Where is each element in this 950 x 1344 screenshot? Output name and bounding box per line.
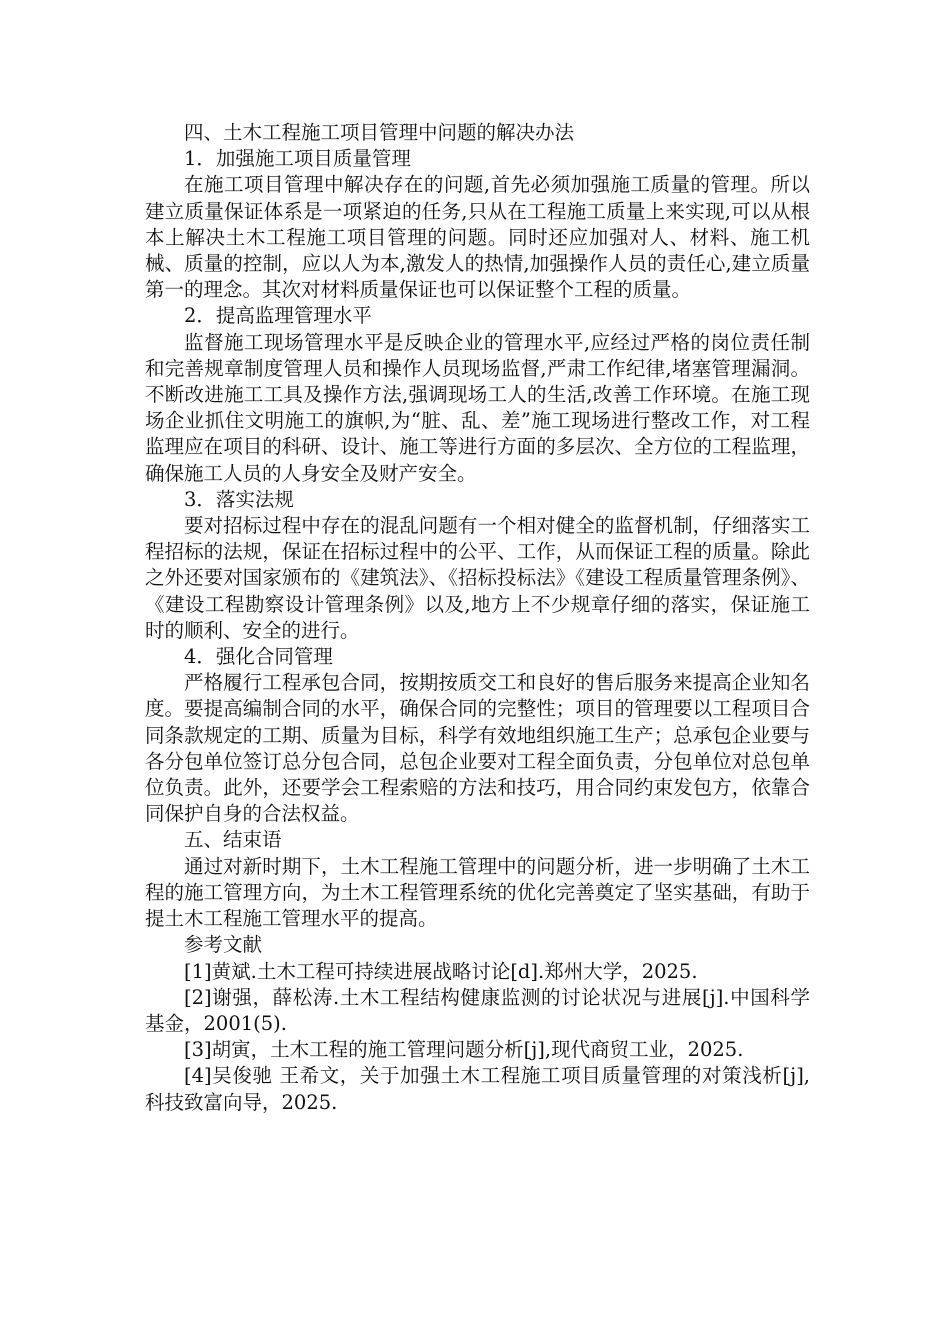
section-heading-conclusion: 五、结束语 <box>184 828 282 852</box>
paragraph-conclusion: 通过对新时期下，土木工程施工管理中的问题分析，进一步明确了土木工程的施工管理方向，为土木工程管理系统的优化完善奠定了坚实基础，有助于提土木工程施工管理水平的提高。 <box>145 854 810 931</box>
paragraph-supervision: 监督施工现场管理水平是反映企业的管理水平,应经过严格的岗位责任制和完善规章制度管理人员和操作人员现场监督,严肃工作纪律,堵塞管理漏洞。不断改进施工工具及操作方法,强调现场工人的生活,改善工作环境。在施工现场企业抓住文明施工的旗帜,为“脏、乱、差”施工现场进行整改工作，对工程监理应在项目的科研、设计、施工等进行方面的多层次、全方位的工程监理，确保施工人员的人身安全及财产安全。 <box>145 330 810 485</box>
document-body <box>145 120 810 1116</box>
subheading-contract: 4．强化合同管理 <box>184 645 333 669</box>
references-heading: 参考文献 <box>184 933 263 957</box>
paragraph-regulations: 要对招标过程中存在的混乱问题有一个相对健全的监督机制，仔细落实工程招标的法规，保证在招标过程中的公平、工作，从而保证工程的质量。除此之外还要对国家颁布的《建筑法》、《招标投标法》《建设工程质量管理条例》、《建设工程勘察设计管理条例》以及,地方上不少规章仔细的落实，保证施工时的顺利、安全的进行。 <box>145 514 810 642</box>
reference-item: [2]谢强，薛松涛.土木工程结构健康监测的讨论状况与进展[j].中国科学基金，2001(5). <box>145 985 810 1035</box>
reference-item: [3]胡寅，土木工程的施工管理问题分析[j],现代商贸工业，2025. <box>184 1038 744 1062</box>
reference-item: [1]黄斌.土木工程可持续进展战略讨论[d].郑州大学，2025. <box>184 959 698 983</box>
subheading-quality: 1．加强施工项目质量管理 <box>184 147 411 171</box>
subheading-regulations: 3．落实法规 <box>184 487 294 511</box>
section-heading-solutions: 四、土木工程施工项目管理中问题的解决办法 <box>184 121 575 144</box>
subheading-supervision: 2．提高监理管理水平 <box>184 304 372 328</box>
paragraph-contract: 严格履行工程承包合同，按期按质交工和良好的售后服务来提高企业知名度。要提高编制合同的水平，确保合同的完整性；项目的管理要以工程项目合同条款规定的工期、质量为目标，科学有效地组织施工生产；总承包企业要与各分包单位签订总分包合同，总包企业要对工程全面负责，分包单位对总包单位负责。此外，还要学会工程索赔的方法和技巧，用合同约束发包方，依靠合同保护自身的合法权益。 <box>145 671 810 826</box>
reference-item: [4]吴俊驰 王希文，关于加强土木工程施工项目质量管理的对策浅析[j],科技致富向导，2025. <box>145 1064 810 1114</box>
paragraph-quality: 在施工项目管理中解决存在的问题,首先必须加强施工质量的管理。所以建立质量保证体系是一项紧迫的任务,只从在工程施工质量上来实现,可以从根本上解决土木工程施工项目管理的问题。同时还应加强对人、材料、施工机械、质量的控制，应以人为本,激发人的热情,加强操作人员的责任心,建立质量第一的理念。其次对材料质量保证也可以保证整个工程的质量。 <box>145 173 810 302</box>
